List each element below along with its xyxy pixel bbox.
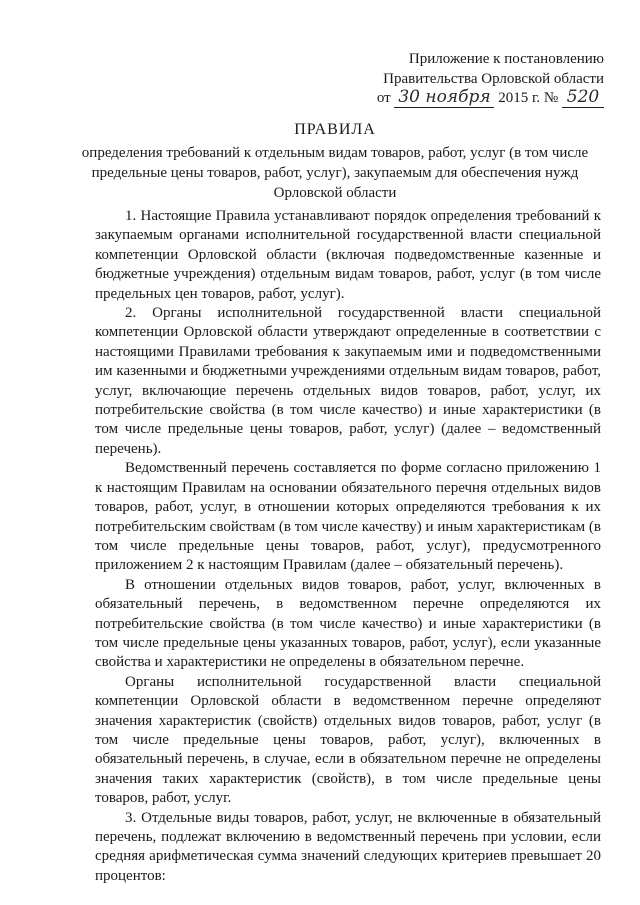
annex-ot: от <box>376 90 391 106</box>
annex-line-1: Приложение к постановлению <box>408 51 604 67</box>
handwritten-date: 30 ноября <box>398 87 491 107</box>
document-body <box>95 207 601 886</box>
annex-year: 2015 г. № <box>498 90 559 106</box>
annex-date-line <box>364 89 604 109</box>
annex-number-field <box>562 89 604 108</box>
paragraph-1: 1. Настоящие Правила устанавливают порядок определения требований к закупаемым органами исполнительной государственной власти специальной компетенции Орловской области (включая подведомственные казенные и бюджетные учреждения) отдельным видам товаров, работ, услуг (в том числе предельных цен товаров, работ, услуг). <box>95 208 601 302</box>
paragraph-6: 3. Отдельные виды товаров, работ, услуг, не включенные в обязательный перечень, подлежат включению в ведомственный перечень при условии, если средняя арифметическая сумма значений следующих критериев превышает 20 процентов: <box>95 809 601 884</box>
handwritten-number: 520 <box>566 87 600 107</box>
paragraph-4: В отношении отдельных видов товаров, работ, услуг, включенных в обязательный перечень, в ведомственном перечне определяются их потребительские свойства (в том числе качество) и иные характеристики (в том числе предельные цены указанных товаров, работ, услуг), если указанные свойства и характеристики не определены в обязательном перечне. <box>95 576 601 671</box>
annex-line-2: Правительства Орловской области <box>383 70 604 87</box>
document-subtitle: определения требований к отдельным видам товаров, работ, услуг (в том числе предельные цены товаров, работ, услуг), закупаемым для обеспечения нужд Орловской области <box>81 145 589 201</box>
title-block <box>70 119 600 203</box>
paragraph-3: Ведомственный перечень составляется по форме согласно приложению 1 к настоящим Правилам на основании обязательного перечня отдельных видов товаров, работ, услуг, в отношении которых определяются требования к их потребительским свойствам (в том числе качеству) и иным характеристикам (в том числе предельные цены товаров, работ, услуг), предусмотренного приложением 2 к настоящим Правилам (далее – обязательный перечень). <box>95 460 601 574</box>
document-title: ПРАВИЛА <box>294 121 376 138</box>
paragraph-5: Органы исполнительной государственной власти специальной компетенции Орловской области в ведомственном перечне определяют значения характеристик (свойств) отдельных видов товаров, работ, услуг (в том числе предельные цены товаров, работ, услуг), включенных в обязательный перечень, в случае, если в обязательном перечне не определены значения таких характеристик (свойств), в том числе предельные цены товаров, работ, услуг. <box>95 673 601 807</box>
annex-header <box>364 50 604 109</box>
annex-date-field <box>394 89 494 108</box>
paragraph-2: 2. Органы исполнительной государственной власти специальной компетенции Орловской области утверждают определенные в соответствии с настоящими Правилами требования к закупаемым ими и подведомственными им казенными и бюджетными учреждениями отдельным видам товаров, работ, услуг, включающие перечень отдельных видов товаров, работ, услуг, их потребительские свойства (в том числе качество) и иные характеристики (в том числе предельные цены товаров, работ, услуг) (далее – ведомственный перечень). <box>95 305 601 457</box>
